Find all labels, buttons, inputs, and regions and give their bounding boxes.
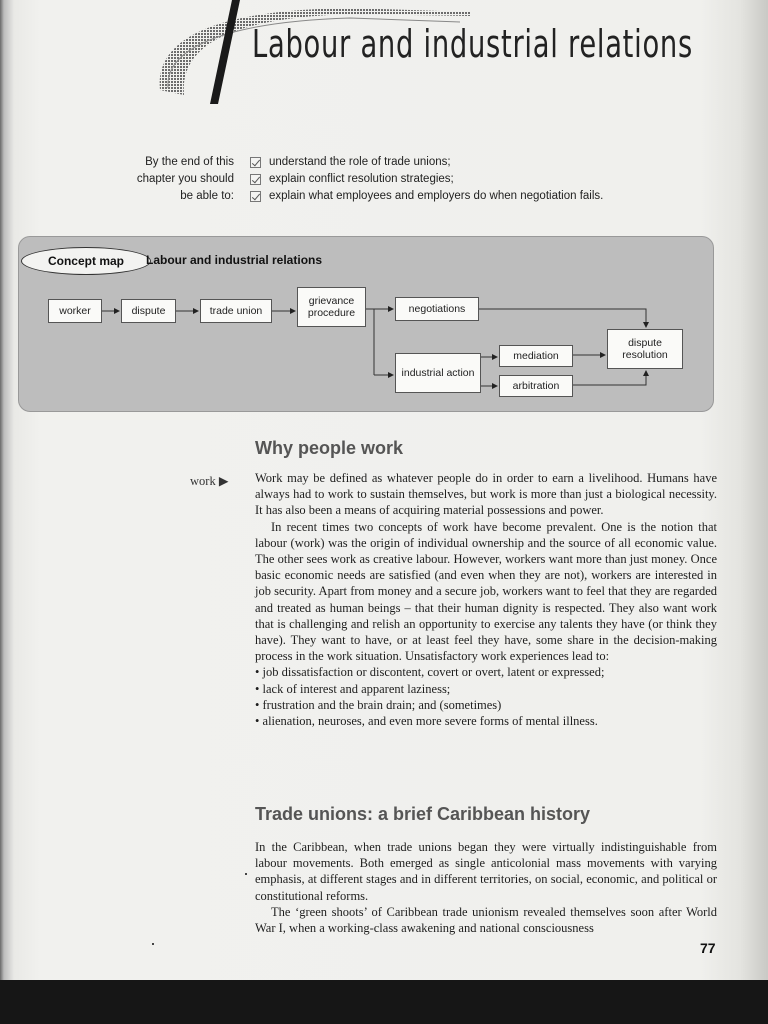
scan-speck: [152, 943, 154, 945]
objective-item: [250, 154, 603, 171]
paragraph: In recent times two concepts of work have become prevalent. One is the notion that labour (work) was the origin of individual ownership and the source of all economic value. The other sees work as creative labour. However, workers want more than just money. Once basic economic needs are satisfied (and even when they are not), workers are interested in job security. Apart from money and a secure job, workers want to feel that they are regarded and treated as human beings – that their human dignity is respected. They also want work that is challenging and relish an opportunity to exercise any talents they have (or think they have). They want to have, or at least feel they have, some share in the decision-making process in the work situation. Unsatisfactory work experiences lead to:: [255, 519, 717, 664]
node-dispute: dispute: [121, 299, 176, 323]
section-heading-trade-unions: Trade unions: a brief Caribbean history: [255, 804, 591, 824]
checkbox-icon: [250, 174, 261, 185]
node-trade-union: trade union: [200, 299, 272, 323]
node-negotiations: negotiations: [395, 297, 479, 321]
section-body-why-people-work: [255, 470, 717, 729]
bullet-item: • alienation, neuroses, and even more severe forms of mental illness.: [255, 713, 717, 729]
objective-text: explain conflict resolution strategies;: [269, 173, 454, 185]
checkbox-icon: [250, 191, 261, 202]
concept-map-label: Concept map: [21, 247, 151, 275]
objective-text: understand the role of trade unions;: [269, 156, 451, 168]
objectives-lead: By the end of this chapter you should be able to:: [136, 156, 234, 202]
node-mediation: mediation: [499, 345, 573, 367]
bullet-item: • job dissatisfaction or discontent, covert or overt, latent or expressed;: [255, 664, 717, 680]
checkbox-icon: [250, 157, 261, 168]
node-arbitration: arbitration: [499, 375, 573, 397]
node-industrial-action: industrial action: [395, 353, 481, 393]
bullet-list: [255, 664, 717, 729]
page-number: 77: [700, 940, 716, 956]
section-heading-why-people-work: Why people work: [255, 438, 404, 458]
margin-term-work: work ▶: [190, 474, 229, 488]
paragraph: The ‘green shoots’ of Caribbean trade unionism revealed themselves soon after World War I, when a working-class awakening and national consciousness: [255, 904, 717, 936]
node-dispute-resolution: dispute resolution: [607, 329, 683, 369]
chapter-title: Labour and industrial relations: [252, 22, 693, 66]
objective-item: [250, 171, 603, 188]
section-body-trade-unions: [255, 839, 717, 936]
paragraph: In the Caribbean, when trade unions began they were virtually indistinguishable from labour movements. Both emerged as single anticolonial mass movements with varying emphasis, at different stages and in different territories, on social, economic, and political or constitutional reforms.: [255, 840, 717, 903]
objectives-list: [250, 154, 603, 205]
paragraph: Work may be defined as whatever people do in order to earn a livelihood. Humans have always had to work to sustain themselves, but work is more than just a biological necessity. It has also been a means of acquiring material possessions and power.: [255, 471, 717, 518]
objective-text: explain what employees and employers do when negotiation fails.: [269, 190, 604, 202]
node-worker: worker: [48, 299, 102, 323]
node-grievance-procedure: grievance procedure: [297, 287, 366, 327]
scan-background: [0, 980, 768, 1024]
concept-map-panel: [18, 236, 714, 412]
bullet-item: • frustration and the brain drain; and (sometimes): [255, 697, 717, 713]
chapter-bar-graphic: [210, 0, 240, 104]
bullet-item: • lack of interest and apparent laziness;: [255, 681, 717, 697]
objective-item: [250, 188, 603, 205]
scan-speck: [245, 873, 247, 875]
concept-map-heading: Labour and industrial relations: [146, 253, 323, 267]
